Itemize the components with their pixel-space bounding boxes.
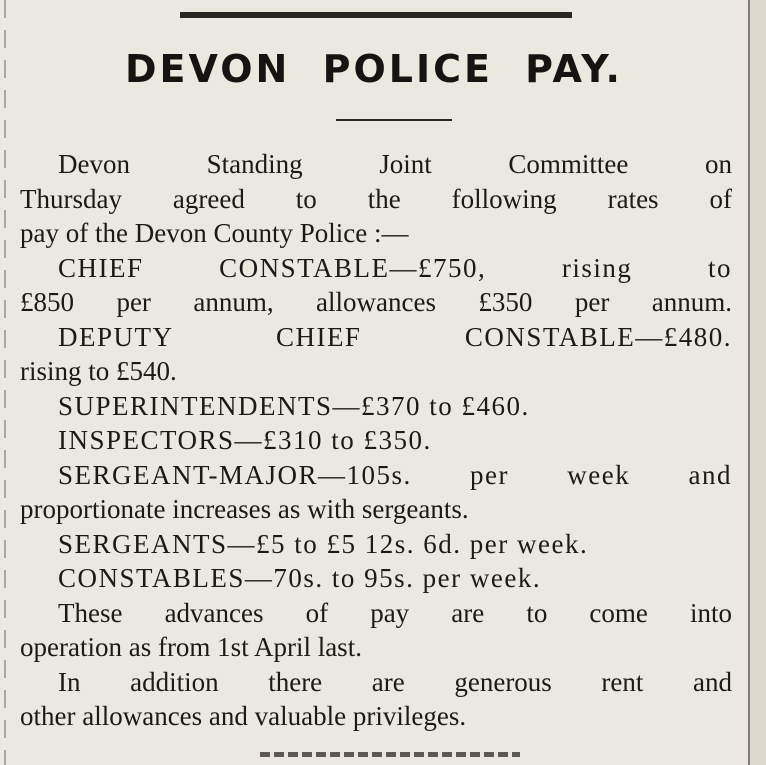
- pay-rate-constables: CONSTABLES—70s. to 95s. per week.: [58, 563, 542, 593]
- pay-rate-chief-constable: CHIEF CONSTABLE—£750, rising to: [58, 252, 732, 283]
- adjacent-column-margin: [750, 0, 766, 765]
- pay-rate-superintendents: SUPERINTENDENTS—£370 to £460.: [58, 390, 530, 421]
- article-line: operation as from 1st April last.: [20, 632, 362, 662]
- headline-divider: [336, 119, 452, 121]
- article-body: [20, 147, 732, 734]
- top-rule: [180, 12, 572, 18]
- article-line: proportionate increases as with sergeants.: [20, 494, 469, 524]
- article-line: Devon Standing Joint Committee on: [58, 149, 732, 179]
- pay-rate-sergeant-major: SERGEANT-MAJOR—105s. per week and: [58, 459, 732, 490]
- article-line: other allowances and valuable privileges.: [20, 701, 467, 731]
- pay-rate-deputy-chief-constable: DEPUTY CHIEF CONSTABLE—£480.: [58, 321, 732, 352]
- article-line: These advances of pay are to come into: [58, 597, 732, 628]
- article-line: pay of the Devon County Police :—: [20, 218, 409, 248]
- pay-rate-sergeants: SERGEANTS—£5 to £5 12s. 6d. per week.: [58, 528, 589, 559]
- pay-rate-inspectors: INSPECTORS—£310 to £350.: [58, 425, 432, 455]
- article-line: In addition there are generous rent and: [58, 666, 732, 697]
- bottom-rule: [260, 752, 520, 757]
- article-line: £850 per annum, allowances £350 per annum.: [20, 287, 732, 317]
- headline: DEVON POLICE PAY.: [125, 47, 623, 91]
- article-line: rising to £540.: [20, 356, 177, 386]
- article-line: Thursday agreed to the following rates of: [20, 183, 732, 214]
- left-torn-edge: [4, 0, 6, 765]
